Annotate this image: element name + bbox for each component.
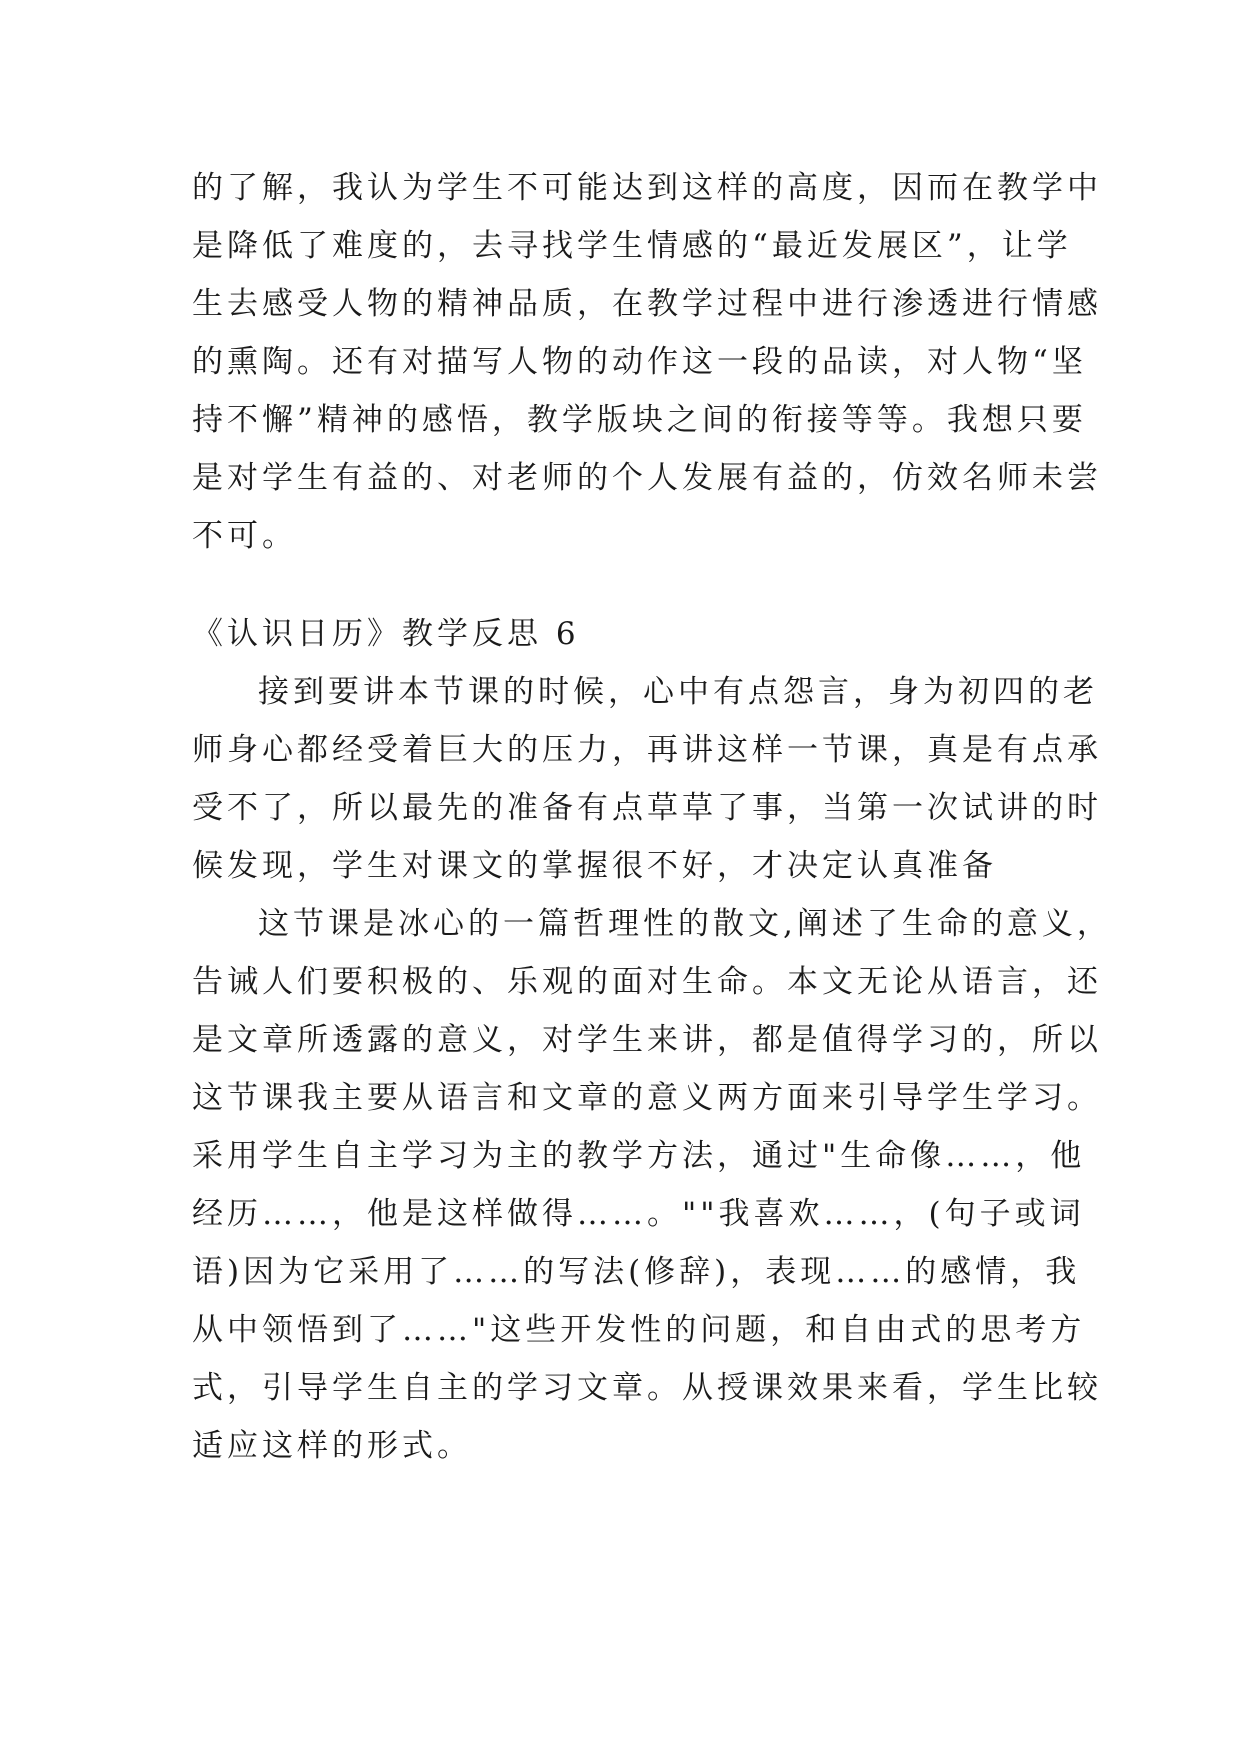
text-line: 这节课是冰心的一篇哲理性的散文,阐述了生命的意义， (258, 906, 1112, 942)
section-body (192, 663, 1112, 1475)
text-line: 接到要讲本节课的时候，心中有点怨言，身为初四的老 (258, 674, 1098, 710)
paragraph-2 (192, 895, 1112, 1475)
text-line: 生去感受人物的精神品质，在教学过程中进行渗透进行情感 (192, 286, 1102, 322)
text-line: 是降低了难度的，去寻找学生情感的“最近发展区”，让学 (192, 228, 1072, 264)
text-line: 适应这样的形式。 (192, 1428, 472, 1464)
text-line: 持不懈”精神的感悟，教学版块之间的衔接等等。我想只要 (192, 402, 1087, 438)
paragraph-1 (192, 663, 1102, 895)
text-line: 候发现，学生对课文的掌握很不好，才决定认真准备 (192, 848, 997, 884)
text-line: 不可。 (192, 518, 297, 554)
text-line: 从中领悟到了……"这些开发性的问题，和自由式的思考方 (192, 1312, 1086, 1348)
text-line: 是对学生有益的、对老师的个人发展有益的，仿效名师未尝 (192, 460, 1102, 496)
text-line: 告诫人们要积极的、乐观的面对生命。本文无论从语言，还 (192, 964, 1102, 1000)
text-line: 的熏陶。还有对描写人物的动作这一段的品读，对人物“坚 (192, 344, 1087, 380)
text-line: 的了解，我认为学生不可能达到这样的高度，因而在教学中 (192, 170, 1102, 206)
text-line: 采用学生自主学习为主的教学方法，通过"生命像……，他 (192, 1138, 1086, 1174)
text-line: 这节课我主要从语言和文章的意义两方面来引导学生学习。 (192, 1080, 1102, 1116)
text-line: 受不了，所以最先的准备有点草草了事，当第一次试讲的时 (192, 790, 1102, 826)
section-title-text: 《认识日历》教学反思 6 (192, 616, 580, 652)
text-line: 语)因为它采用了……的写法(修辞)，表现……的感情，我 (192, 1254, 1081, 1290)
text-line: 经历……，他是这样做得……。""我喜欢……，(句子或词 (192, 1196, 1085, 1232)
text-line: 式，引导学生自主的学习文章。从授课效果来看，学生比较 (192, 1370, 1102, 1406)
continuation-paragraph (192, 159, 1102, 565)
section-title (192, 605, 1062, 663)
text-line: 师身心都经受着巨大的压力，再讲这样一节课，真是有点承 (192, 732, 1102, 768)
text-line: 是文章所透露的意义，对学生来讲，都是值得学习的，所以 (192, 1022, 1102, 1058)
